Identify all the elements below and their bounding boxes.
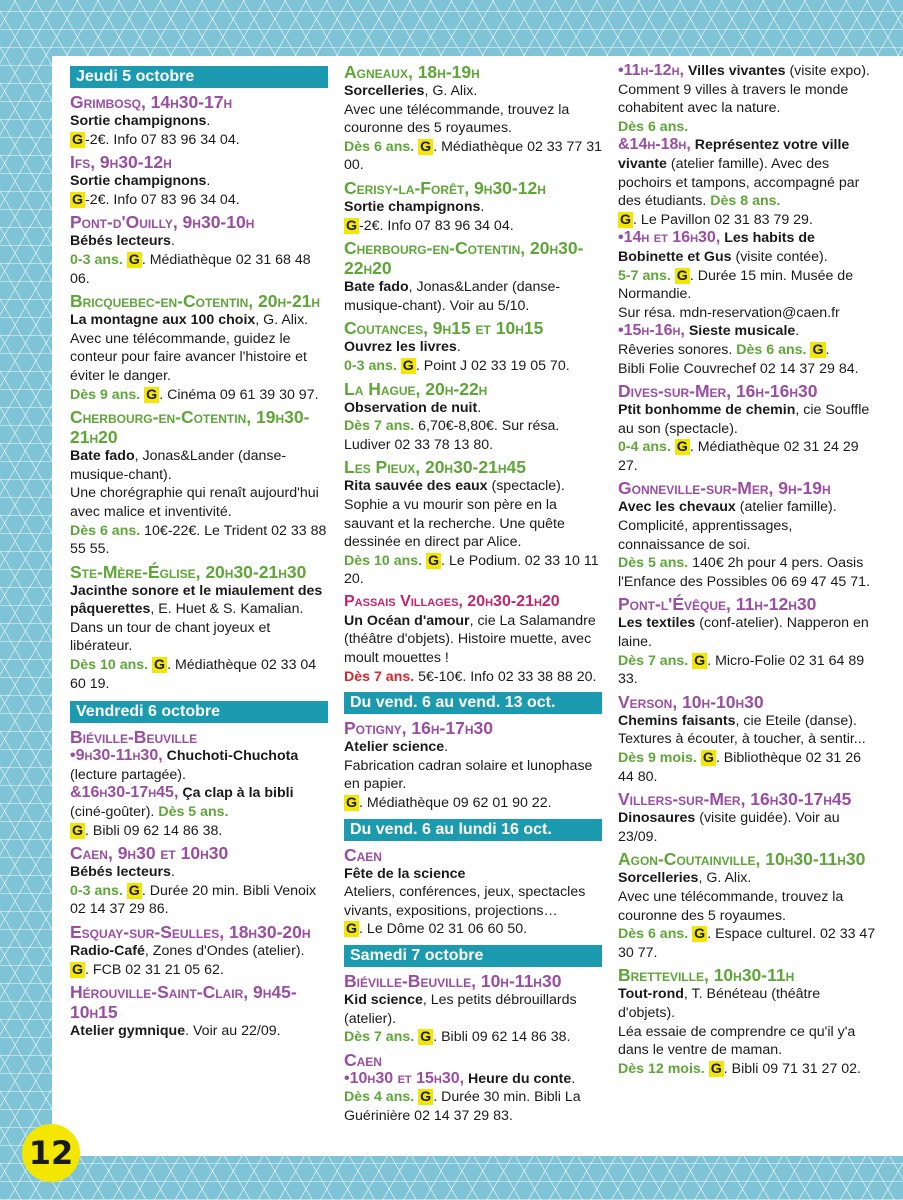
event-gonneville	[618, 478, 880, 591]
event-time: &16h30-17h45,	[70, 784, 179, 802]
event-age: Dès 6 ans.	[736, 341, 807, 358]
event-city: Caen	[344, 1049, 382, 1070]
event-city: Gonneville-sur-Mer, 9h-19h	[618, 478, 831, 499]
day-header-jeudi: Jeudi 5 octobre	[70, 66, 328, 88]
gratuit-badge: G	[420, 138, 432, 155]
event-title: Bate fado	[70, 448, 135, 465]
event-info: . Espace culturel. 02 33 47 30 77.	[618, 926, 876, 961]
event-description: Avec une télécommande, guidez le conteur pour faire avancer l'histoire et éviter le danger.	[70, 330, 307, 384]
event-villers	[618, 789, 880, 846]
gratuit-badge: G	[420, 1029, 432, 1046]
event-author: , G. Alix.	[255, 312, 309, 329]
event-info: . Médiathèque 02 31 68 48 06.	[70, 251, 311, 287]
event-title: Sortie champignons	[70, 173, 207, 190]
event-title: Un Océan d'amour	[344, 612, 470, 629]
column-2	[344, 62, 602, 1126]
event-bieville-2	[344, 971, 602, 1047]
event-city: Ste-Mère-Église, 20h30-21h30	[70, 561, 307, 582]
event-age: Dès 10 ans.	[344, 552, 423, 569]
event-description: (conf-atelier). Napperon en laine.	[618, 615, 869, 651]
event-description: , T. Bénéteau (théâtre d'objets).	[618, 986, 821, 1021]
event-time: •11h-12h,	[618, 62, 684, 79]
event-bricquebec	[70, 291, 328, 404]
event-info: . Bibli 09 62 14 86 38.	[433, 1029, 571, 1046]
event-city: Bricquebec-en-Cotentin, 20h-21h	[70, 291, 321, 312]
event-description: , Les petits débrouillards (atelier).	[344, 992, 577, 1027]
event-city: Potigny, 16h-17h30	[344, 718, 493, 739]
event-description: , cie Eteile (danse). Textures à écouter, à toucher, à sentir...	[618, 712, 866, 748]
event-info: . Médiathèque 02 33 77 31 00.	[344, 138, 603, 174]
event-city: Dives-sur-Mer, 16h-16h30	[618, 381, 818, 402]
day-header-samedi: Samedi 7 octobre	[344, 945, 602, 967]
event-description: (ciné-goûter).	[70, 804, 155, 821]
event-title: Bébés lecteurs	[70, 233, 171, 250]
event-time: •10h30 et 15h30,	[344, 1069, 465, 1087]
gratuit-badge: G	[702, 750, 714, 766]
event-city: Villers-sur-Mer, 16h30-17h45	[618, 789, 852, 810]
event-info: . Durée 30 min. Bibli La Guérinière 02 14 37 29 83.	[344, 1089, 581, 1124]
event-coutances: Coutances, 9h15 et 10h15 Ouvrez les livres. 0-3 ans. G . Point J 02 33 19 05 70.	[344, 318, 602, 375]
gratuit-badge: G	[694, 926, 706, 943]
event-ste-mere	[70, 562, 328, 694]
event-city: Esquay-sur-Seulles, 18h30-20h	[70, 922, 311, 942]
event-title: Observation de nuit	[344, 399, 478, 416]
event-description: (atelier famille). Avec des pochoirs et tampons, accompagné par des étudiants.	[618, 155, 860, 210]
event-age: Dès 12 mois.	[618, 1060, 705, 1077]
event-grimbosq: Grimbosq, 14h30-17h Sortie champignons. G -2€. Info 07 83 96 34 04.	[70, 92, 328, 149]
event-description: (atelier famille). Complicité, apprentissages, connaissance de soi.	[618, 499, 837, 553]
event-info: . Le Pavillon 02 31 83 79 29.	[633, 211, 813, 228]
event-passais	[344, 592, 602, 686]
event-title: Rita sauvée des eaux	[344, 478, 488, 495]
event-title: La montagne aux 100 choix	[70, 312, 256, 329]
gratuit-badge: G	[676, 267, 688, 284]
event-caen-1: Caen, 9h30 et 10h30 Bébés lecteurs. 0-3 ans. G . Durée 20 min. Bibli Venoix 02 14 37 29 86.	[70, 843, 328, 919]
gratuit-badge: G	[154, 657, 166, 674]
event-info: . Médiathèque 09 62 01 90 22.	[359, 795, 552, 812]
event-age: Dès 6 ans.	[618, 926, 689, 943]
gratuit-badge: G	[694, 652, 706, 669]
event-caen-representez	[618, 136, 880, 229]
event-title: Bébés lecteurs	[70, 864, 171, 881]
event-age: Dès 9 ans.	[70, 386, 141, 403]
event-caen-2	[344, 845, 602, 939]
event-ifs: Ifs, 9h30-12h Sortie champignons. G -2€. Info 07 83 96 34 04.	[70, 152, 328, 209]
event-dives	[618, 381, 880, 475]
event-description: Ateliers, conférences, jeux, spectacles vivants, expositions, projections…	[344, 884, 586, 919]
event-age: 0-3 ans.	[70, 251, 123, 268]
gratuit-badge: G	[346, 795, 358, 812]
event-info: . Le Podium. 02 33 10 11 20.	[344, 552, 599, 588]
event-info: . Médiathèque 02 33 04 60 19.	[70, 657, 317, 692]
event-city: Agneaux, 18h-19h	[344, 62, 480, 82]
event-info: . Durée 15 min. Musée de Normandie.	[618, 267, 854, 303]
event-age: 0-3 ans.	[70, 882, 123, 899]
event-pont-leveque	[618, 594, 880, 688]
event-description: (visite expo). Comment 9 villes à travers le monde cohabitent avec la nature.	[618, 63, 870, 117]
event-les-pieux	[344, 457, 602, 589]
event-author: , G. Alix.	[698, 870, 752, 887]
event-description: Léa essaie de comprendre ce qu'il y'a dans le ventre de maman.	[618, 1023, 856, 1059]
event-info: Bibli Folie Couvrechef 02 14 37 29 84.	[618, 360, 859, 377]
event-age: Dès 6 ans.	[618, 118, 689, 135]
event-author: , G. Alix.	[424, 83, 478, 99]
event-time: •14h et 16h30,	[618, 229, 721, 247]
event-title: Tout-rond	[618, 986, 684, 1003]
gratuit-badge: G	[402, 357, 414, 374]
event-info: . Médiathèque 02 31 24 29 27.	[618, 439, 859, 474]
event-description: , Zones d'Ondes (atelier).	[144, 943, 305, 959]
gratuit-badge: G	[128, 251, 140, 268]
event-agneaux	[344, 62, 602, 175]
event-title: Avec les chevaux	[618, 499, 736, 516]
event-age: Dès 9 mois.	[618, 750, 697, 766]
event-description: (visite contée).	[735, 248, 828, 265]
event-title: Radio-Café	[70, 943, 145, 959]
event-age: Dès 6 ans.	[70, 522, 141, 539]
event-city: Agon-Coutainville, 10h30-11h30	[618, 849, 866, 870]
event-age: Dès 10 ans.	[70, 657, 149, 674]
event-caen-sieste: •15h-16h, Sieste musicale. Rêveries sonores. Dès 6 ans. G . Bibli Folie Couvrechef 02 14 37 29 84.	[618, 322, 880, 378]
event-title: Ptit bonhomme de chemin	[618, 402, 796, 419]
event-info: -2€. Info 07 83 96 34 04.	[359, 217, 514, 234]
event-age: 0-3 ans.	[344, 357, 397, 374]
gratuit-badge: G	[72, 961, 84, 978]
gratuit-badge: G	[72, 131, 84, 148]
event-city: Grimbosq, 14h30-17h	[70, 92, 233, 112]
event-info: . Bibli 09 71 31 27 02.	[723, 1060, 861, 1077]
event-age: Dès 5 ans.	[618, 555, 689, 572]
event-age: Dès 4 ans.	[344, 1089, 415, 1106]
event-time: •9h30-11h30,	[70, 747, 163, 765]
event-title: Sieste musicale	[688, 323, 796, 340]
event-title: Jacinthe sonore et le miaulement des pâquerettes	[70, 582, 323, 618]
event-description: Avec une télécommande, trouvez la couronne des 5 royaumes.	[344, 101, 570, 137]
event-age: Dès 7 ans.	[344, 668, 415, 685]
event-cherbourg-2	[344, 238, 602, 315]
event-info: . Le Dôme 02 31 06 60 50.	[359, 921, 528, 938]
event-info: . Point J 02 33 19 05 70.	[415, 357, 570, 374]
event-info: . Bibli 09 62 14 86 38.	[85, 822, 223, 839]
event-title: Heure du conte	[468, 1070, 572, 1087]
event-info: . FCB 02 31 21 05 62.	[85, 961, 224, 978]
gratuit-badge: G	[346, 921, 358, 938]
event-potigny: Potigny, 16h-17h30 Atelier science. Fabrication cadran solaire et lunophase en papier. G . Médiathèque 09 62 01 90 22.	[344, 718, 602, 812]
event-description: Une chorégraphie qui renaît aujourd'hui avec malice et inventivité.	[70, 485, 319, 520]
gratuit-badge: G	[346, 217, 358, 234]
event-author: , Jonas&Lander (danse-musique-chant).	[70, 448, 287, 483]
event-city: Coutances, 9h15 et 10h15	[344, 318, 544, 339]
event-pont-douilly: Pont-d'Ouilly, 9h30-10h Bébés lecteurs. 0-3 ans. G . Médiathèque 02 31 68 48 06.	[70, 212, 328, 288]
event-city: Ifs, 9h30-12h	[70, 152, 172, 173]
event-description: Dans un tour de chant joyeux et libérateur.	[70, 619, 271, 655]
gratuit-badge: G	[428, 552, 440, 569]
event-title: Chemins faisants	[618, 712, 736, 729]
event-la-hague: La Hague, 20h-22h Observation de nuit. Dès 7 ans. 6,70€-8,80€. Sur résa. Ludiver 02 33 78 13 80.	[344, 379, 602, 455]
event-cherbourg-1	[70, 407, 328, 559]
event-title: Fête de la science	[344, 865, 466, 882]
event-description: , cie Souffle au son (spectacle).	[618, 402, 870, 437]
event-info: 140€ 2h pour 4 pers. Oasis l'Enfance des Possibles 06 69 47 45 71.	[618, 555, 870, 590]
programme-page	[52, 56, 903, 1156]
event-city: Passais Villages, 20h30-21h20	[344, 592, 560, 610]
event-age: Dès 7 ans.	[618, 652, 689, 669]
event-description: (lecture partagée).	[70, 766, 186, 783]
event-caen-villes-vivantes	[618, 62, 880, 136]
event-author: , E. Huet & S. Kamalian.	[150, 601, 304, 618]
event-city: La Hague, 20h-22h	[344, 378, 488, 399]
event-info: . Bibliothèque 02 31 26 44 80.	[618, 750, 862, 785]
gratuit-badge: G	[710, 1060, 722, 1077]
event-city: Cherbourg-en-Cotentin, 19h30-21h20	[70, 407, 310, 448]
event-city: Caen	[344, 844, 382, 865]
event-info: . Cinéma 09 61 39 30 97.	[159, 386, 319, 403]
event-age: Dès 5 ans.	[158, 804, 229, 821]
event-reservation: Sur résa. mdn-reservation@caen.fr	[618, 304, 840, 321]
event-city: Bretteville, 10h30-11h	[618, 965, 795, 986]
event-age: 0-4 ans.	[618, 439, 671, 456]
event-title: Sorcelleries	[618, 870, 699, 887]
event-bieville	[70, 727, 328, 840]
event-info: 6,70€-8,80€. Sur résa. Ludiver 02 33 78 13 80.	[344, 418, 560, 453]
gratuit-badge: G	[72, 191, 84, 208]
event-info: . Voir au 22/09.	[185, 1023, 281, 1040]
event-info: 5€-10€. Info 02 33 38 88 20.	[418, 668, 597, 685]
event-title: Ouvrez les livres	[344, 339, 457, 356]
event-info: . Durée 20 min. Bibli Venoix 02 14 37 29 86.	[70, 882, 317, 918]
event-description: Avec une télécommande, trouvez la couronne des 5 royaumes.	[618, 888, 844, 924]
event-title: Sortie champignons	[70, 113, 207, 129]
day-header-vend6-16: Du vend. 6 au lundi 16 oct.	[344, 819, 602, 841]
event-bretteville	[618, 965, 880, 1078]
event-info: 10€-22€. Le Trident 02 33 88 55 55.	[70, 522, 327, 558]
event-description: Fabrication cadran solaire et lunophase en papier.	[344, 757, 593, 793]
gratuit-badge: G	[420, 1089, 432, 1106]
column-1	[70, 66, 328, 1041]
event-agon	[618, 849, 880, 962]
event-city: Cerisy-la-Forêt, 9h30-12h	[344, 177, 546, 198]
page-number: 12	[22, 1124, 80, 1182]
gratuit-badge: G	[128, 882, 140, 899]
event-description: , cie La Salamandre (théâtre d'objets). Histoire muette, avec moult mouettes !	[344, 612, 596, 667]
event-herouville	[70, 982, 328, 1041]
gratuit-badge: G	[72, 822, 84, 839]
event-info: -2€. Info 07 83 96 34 04.	[85, 131, 240, 148]
event-title: Bate fado	[344, 279, 409, 296]
event-title: Sortie champignons	[344, 198, 481, 215]
event-description: , Jonas&Lander (danse-musique-chant). Voir au 5/10.	[344, 279, 561, 314]
event-city: Hérouville-Saint-Clair, 9h45-10h15	[70, 982, 297, 1023]
event-title: Sorcelleries	[344, 83, 425, 99]
event-age: 5-7 ans.	[618, 267, 671, 284]
event-city: Pont-d'Ouilly, 9h30-10h	[70, 212, 255, 233]
event-description: Rêveries sonores.	[618, 341, 733, 358]
gratuit-badge: G	[676, 439, 688, 456]
gratuit-badge: G	[620, 211, 632, 228]
event-title: Représentez votre ville vivante	[618, 137, 850, 172]
event-title: Kid science	[344, 992, 423, 1008]
event-time: •15h-16h,	[618, 322, 685, 340]
event-info: . Micro-Folie 02 31 64 89 33.	[618, 652, 865, 688]
event-city: Verson, 10h-10h30	[618, 691, 764, 712]
gratuit-badge: G	[812, 341, 824, 358]
event-title: Villes vivantes	[687, 63, 786, 79]
event-city: Les Pieux, 20h30-21h45	[344, 457, 526, 478]
event-title: Atelier science	[344, 739, 445, 756]
event-age: Dès 8 ans.	[710, 193, 781, 210]
event-age: Dès 7 ans.	[344, 418, 415, 435]
event-age: Dès 6 ans.	[344, 138, 415, 155]
event-city: Cherbourg-en-Cotentin, 20h30-22h20	[344, 238, 584, 279]
day-header-vendredi: Vendredi 6 octobre	[70, 701, 328, 723]
event-info: -2€. Info 07 83 96 34 04.	[85, 191, 240, 208]
event-esquay	[70, 922, 328, 979]
event-description: (spectacle). Sophie a vu mourir son père en la sauvant et la recherche. Une quête dessinée en direct par Alice.	[344, 478, 565, 551]
event-title: Ça clap à la bibli	[182, 785, 294, 802]
event-title: Chuchoti-Chuchota	[166, 748, 299, 765]
day-header-vend6-13: Du vend. 6 au vend. 13 oct.	[344, 692, 602, 714]
event-time: &14h-18h,	[618, 136, 691, 154]
event-title: Les habits de Bobinette et Gus	[618, 230, 815, 265]
event-title: Les textiles	[618, 615, 696, 632]
event-age: Dès 7 ans.	[344, 1029, 415, 1046]
gratuit-badge: G	[146, 386, 158, 403]
event-city: Caen, 9h30 et 10h30	[70, 843, 229, 864]
event-title: Dinosaures	[618, 810, 696, 827]
event-description: (visite guidée). Voir au 23/09.	[618, 810, 840, 845]
event-title: Atelier gymnique	[70, 1023, 186, 1040]
event-caen-bobinette	[618, 229, 880, 322]
event-cerisy: Cerisy-la-Forêt, 9h30-12h Sortie champignons. G -2€. Info 07 83 96 34 04.	[344, 178, 602, 235]
event-city: Biéville-Beuville, 10h-11h30	[344, 971, 562, 991]
event-city: Biéville-Beuville	[70, 727, 198, 748]
event-city: Pont-l'Évêque, 11h-12h30	[618, 594, 817, 615]
event-verson	[618, 692, 880, 786]
event-caen-3: Caen •10h30 et 15h30, Heure du conte. Dès 4 ans. G . Durée 30 min. Bibli La Guérinière 02 14 37 29 83.	[344, 1050, 602, 1126]
column-3	[618, 62, 880, 1078]
